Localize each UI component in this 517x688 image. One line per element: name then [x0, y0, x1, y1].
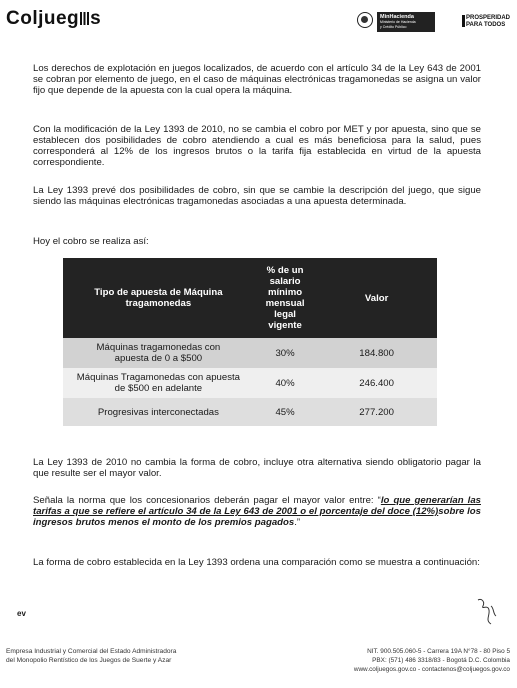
prosperity-logo: [462, 15, 512, 28]
paragraph-5: La Ley 1393 de 2010 no cambia la forma de cobro, incluye otra alternativa siendo obligatorio pagar la que resulte ser el mayor valor.: [33, 457, 481, 479]
ministry-subtitle-1: Ministerio de Hacienda: [380, 20, 416, 24]
logo-text: Coljueg: [6, 8, 80, 29]
cell-type: Máquinas tragamonedas con apuesta de 0 a $500: [63, 338, 254, 368]
paragraph-6: [33, 495, 481, 528]
footer-left-line-1: Empresa Industrial y Comercial del Estado Administradora: [6, 648, 177, 655]
table-row: [63, 338, 437, 368]
paragraph-3: La Ley 1393 prevé dos posibilidades de cobro, sin que se cambie la descripción del juego, que sigue siendo las máquinas electrónicas tragamonedas asociadas a una apuesta determinada.: [33, 185, 481, 207]
header-type: Tipo de apuesta de Máquina tragamonedas: [63, 258, 254, 338]
tariff-table: [63, 258, 437, 426]
footer-left: [6, 648, 236, 665]
cell-percent: 45%: [254, 398, 316, 426]
p6-underlined: lo que generarían las tarifas a que se refiere el artículo 34 de la Ley 643 de 2001 o el porcentaje del doce (12%): [33, 495, 481, 517]
logo-text-end: s: [90, 8, 102, 29]
cell-percent: 30%: [254, 338, 316, 368]
footer-phone: PBX: (571) 486 3318/83 - Bogotá D.C. Colombia: [372, 657, 510, 664]
prosperity-line-2: PARA TODOS: [466, 21, 506, 28]
paragraph-2: Con la modificación de la Ley 1393 de 2010, no se cambia el cobro por MET y por apuesta, sino que se establecen dos posibilidades de cobro atendiendo a cual es más beneficiosa para la salud, pues corresponderá al 12% de los ingresos brutos o la tarifa fija establecida en virtud de la apuesta correspondiente.: [33, 124, 481, 168]
table-row: [63, 398, 437, 426]
cell-percent: 40%: [254, 368, 316, 398]
national-seal-icon: [357, 12, 373, 28]
ministry-title: MinHacienda: [380, 14, 414, 20]
prosperity-bar-icon: [462, 15, 465, 27]
table-header-row: [63, 258, 437, 338]
footer-address: NIT. 900.505.060-5 - Carrera 19A N°78 - 80 Piso 5: [367, 648, 510, 655]
signature-icon: [476, 596, 498, 626]
cell-value: 184.800: [316, 338, 437, 368]
cell-type: Progresivas interconectadas: [63, 398, 254, 426]
footer-right: [284, 647, 510, 674]
p6-intro: Señala la norma que los concesionarios deberán pagar el mayor valor entre: “: [33, 495, 381, 506]
paragraph-7: La forma de cobro establecida en la Ley 1393 ordena una comparación como se muestra a continuación:: [33, 557, 480, 568]
paragraph-4: Hoy el cobro se realiza así:: [33, 236, 149, 247]
p6-end: .”: [294, 517, 301, 528]
logo-bars-icon: [80, 12, 89, 25]
coljuegos-logo: [6, 8, 101, 30]
table-row: [63, 368, 437, 398]
cell-type: Máquinas Tragamonedas con apuesta de $500 en adelante: [63, 368, 254, 398]
initials-mark: ev: [17, 609, 26, 618]
ministry-logo: [377, 12, 435, 32]
cell-value: 277.200: [316, 398, 437, 426]
prosperity-line-1: PROSPERIDAD: [466, 15, 511, 21]
p6-bold: sobre los ingresos brutos menos el monto de los premios pagados: [33, 506, 482, 528]
header-value: Valor: [316, 258, 437, 338]
footer-left-line-2: del Monopolio Rentístico de los Juegos de Suerte y Azar: [6, 656, 172, 664]
paragraph-1: Los derechos de explotación en juegos localizados, de acuerdo con el artículo 34 de la Ley 643 de 2001 se cobran por elemento de juego, en el caso de máquinas electrónicas tragamonedas se asigna un valor fijo que depende de la apuesta con la cual opera la máquina.: [33, 63, 481, 96]
footer-web: www.coljuegos.gov.co - contactenos@coljuegos.gov.co: [353, 666, 510, 673]
ministry-subtitle-2: y Crédito Público: [380, 24, 407, 29]
header-percent: % de un salario mínimo mensual legal vigente: [254, 258, 316, 338]
cell-value: 246.400: [316, 368, 437, 398]
